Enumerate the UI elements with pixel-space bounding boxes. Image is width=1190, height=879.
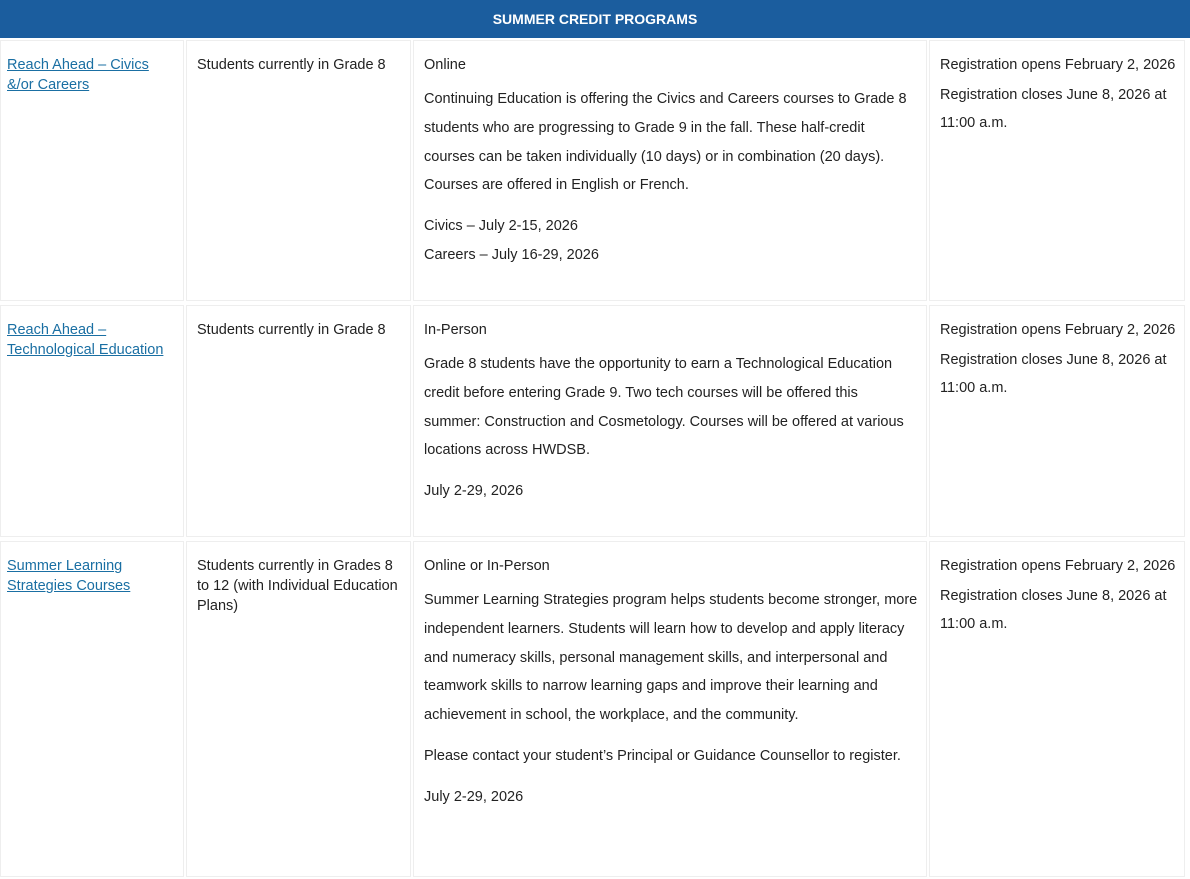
details-cell xyxy=(413,305,927,537)
course-dates xyxy=(424,783,918,812)
program-description: Continuing Education is offering the Civics and Careers courses to Grade 8 students who are progressing to Grade 9 in the fall. These half-credit courses can be taken individually (10 days) or in combination (20 days). Courses are offered in English or French. xyxy=(424,91,907,194)
registration-closes: Registration closes June 8, 2026 at 11:00 a.m. xyxy=(940,87,1167,131)
program-cell xyxy=(0,305,184,537)
program-description: Grade 8 students have the opportunity to earn a Technological Education credit before entering Grade 9. Two tech courses will be offered this summer: Construction and Cosmetology. Courses will be offered at various locations across HWDSB. xyxy=(424,356,904,459)
details-cell xyxy=(413,40,927,301)
delivery-mode: Online or In-Person xyxy=(424,558,550,574)
program-description: Summer Learning Strategies program helps students become stronger, more independent learners. Students will learn how to develop and apply literacy and numeracy skills, personal management skills, and interpersonal and teamwork skills to narrow learning gaps and improve their learning and achievement in school, the workplace, and the community. xyxy=(424,592,918,724)
program-link-learning-strategies[interactable]: Summer Learning Strategies Courses xyxy=(7,558,131,594)
program-cell xyxy=(0,40,184,301)
registration-note: Please contact your student’s Principal or Guidance Counsellor to register. xyxy=(424,747,901,764)
program-link-civics-careers[interactable]: Reach Ahead – Civics &/or Careers xyxy=(7,57,149,93)
table-header: SUMMER CREDIT PROGRAMS xyxy=(0,0,1190,38)
eligibility-text: Students currently in Grades 8 to 12 (with Individual Education Plans) xyxy=(197,558,398,614)
eligibility-text: Students currently in Grade 8 xyxy=(197,322,386,338)
registration-cell xyxy=(929,541,1185,877)
registration-opens: Registration opens February 2, 2026 xyxy=(940,558,1176,574)
registration-cell xyxy=(929,40,1185,301)
delivery-mode: Online xyxy=(424,57,466,73)
eligibility-cell xyxy=(186,305,411,537)
details-cell xyxy=(413,541,927,877)
table-row xyxy=(0,38,1190,303)
course-date-line: Careers – July 16-29, 2026 xyxy=(424,247,599,264)
program-cell xyxy=(0,541,184,877)
eligibility-text: Students currently in Grade 8 xyxy=(197,57,386,73)
registration-opens: Registration opens February 2, 2026 xyxy=(940,322,1176,338)
registration-opens: Registration opens February 2, 2026 xyxy=(940,57,1176,73)
registration-closes: Registration closes June 8, 2026 at 11:00 a.m. xyxy=(940,352,1167,396)
table-row xyxy=(0,539,1190,879)
course-dates xyxy=(424,212,918,270)
registration-cell xyxy=(929,305,1185,537)
delivery-mode: In-Person xyxy=(424,322,487,338)
eligibility-cell xyxy=(186,541,411,877)
table-row xyxy=(0,303,1190,539)
course-dates xyxy=(424,477,918,506)
course-date-line: July 2-29, 2026 xyxy=(424,483,524,500)
registration-closes: Registration closes June 8, 2026 at 11:00 a.m. xyxy=(940,588,1167,632)
course-date-line: July 2-29, 2026 xyxy=(424,788,524,805)
program-link-tech-education[interactable]: Reach Ahead – Technological Education xyxy=(7,322,164,358)
eligibility-cell xyxy=(186,40,411,301)
course-date-line: Civics – July 2-15, 2026 xyxy=(424,218,578,235)
